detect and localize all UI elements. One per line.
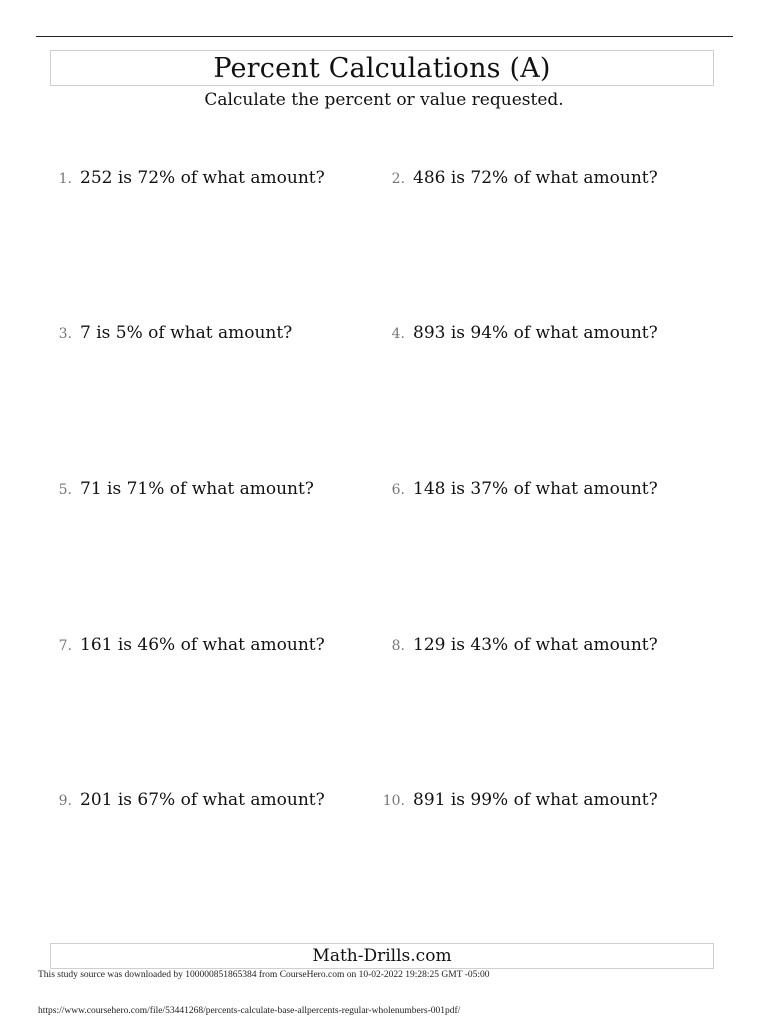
page-title: Percent Calculations (A) xyxy=(213,52,551,84)
instructions: Calculate the percent or value requested. xyxy=(204,90,564,110)
question-text: 891 is 99% of what amount? xyxy=(413,790,658,810)
question-number: 4. xyxy=(391,326,405,342)
question-3 xyxy=(40,323,292,347)
question-number: 9. xyxy=(58,793,72,809)
source-note: This study source was downloaded by 100000851865384 from CourseHero.com on 10-02-2022 19:28:25 GMT -05:00 xyxy=(38,970,490,980)
question-2 xyxy=(373,168,658,192)
question-6 xyxy=(373,479,658,503)
question-7 xyxy=(40,635,325,659)
question-number: 3. xyxy=(58,326,72,342)
question-number: 1. xyxy=(58,171,72,187)
question-text: 252 is 72% of what amount? xyxy=(80,168,325,188)
footer-box xyxy=(50,943,714,969)
question-text: 893 is 94% of what amount? xyxy=(413,323,658,343)
title-box xyxy=(50,50,714,86)
question-number: 5. xyxy=(58,482,72,498)
question-text: 161 is 46% of what amount? xyxy=(80,635,325,655)
question-text: 201 is 67% of what amount? xyxy=(80,790,325,810)
question-text: 7 is 5% of what amount? xyxy=(80,323,293,343)
question-1 xyxy=(40,168,325,192)
source-url[interactable]: https://www.coursehero.com/file/53441268/percents-calculate-base-allpercents-regular-wholenumbers-001pdf/ xyxy=(38,1006,461,1016)
question-9 xyxy=(40,790,325,814)
question-text: 148 is 37% of what amount? xyxy=(413,479,658,499)
top-rule xyxy=(36,36,733,37)
question-text: 71 is 71% of what amount? xyxy=(80,479,314,499)
question-4 xyxy=(373,323,658,347)
question-text: 129 is 43% of what amount? xyxy=(413,635,658,655)
question-number: 8. xyxy=(391,638,405,654)
question-8 xyxy=(373,635,658,659)
question-number: 7. xyxy=(58,638,72,654)
question-number: 2. xyxy=(391,171,405,187)
question-10 xyxy=(373,790,658,814)
question-text: 486 is 72% of what amount? xyxy=(413,168,658,188)
question-number: 10. xyxy=(382,793,405,809)
question-5 xyxy=(40,479,314,503)
question-number: 6. xyxy=(391,482,405,498)
footer-site-name: Math-Drills.com xyxy=(312,946,452,966)
